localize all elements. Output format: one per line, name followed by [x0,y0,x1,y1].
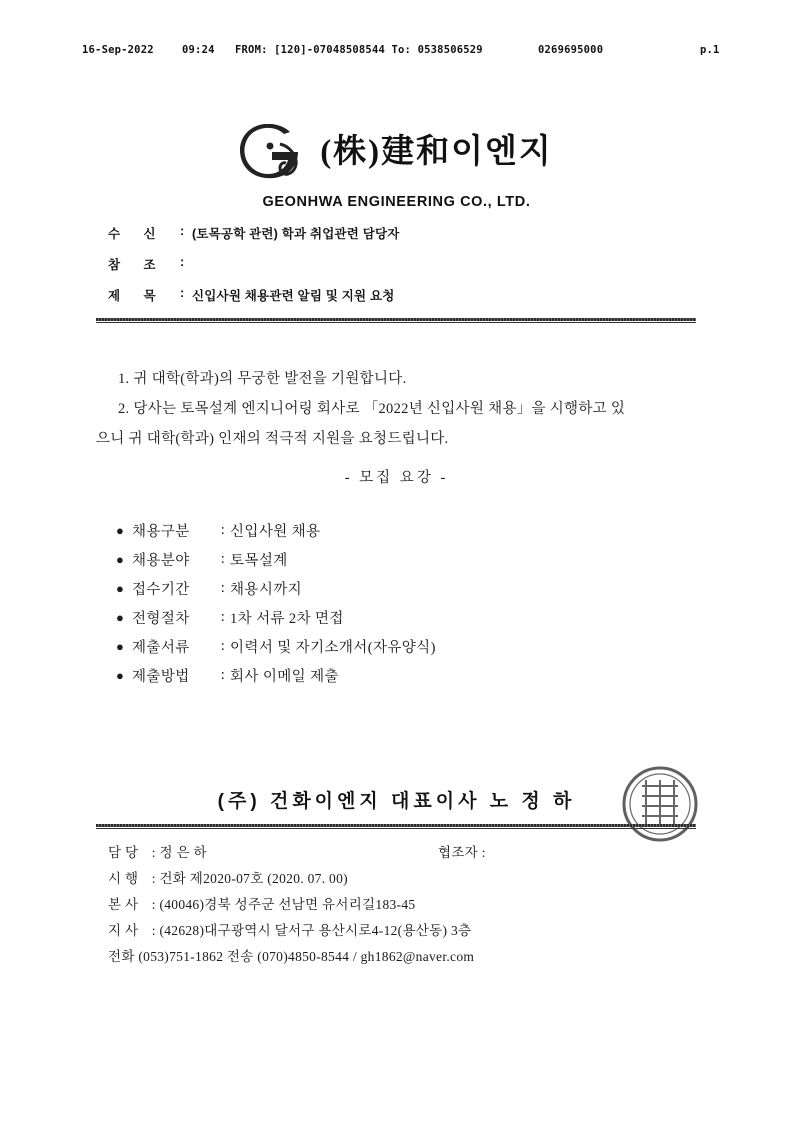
footer-value-person: 정 은 하 [159,845,207,860]
footer-value-branch: (42628)대구광역시 달서구 용산시로4-12(용산동) 3층 [159,923,472,938]
field-label-recipient: 수 신 [108,227,166,241]
field-label-reference: 참 조 [108,258,166,272]
list-item-separator: : [220,667,226,683]
document-fields [108,224,708,317]
footer-sep-headquarters: : [151,897,156,912]
footer-value-headquarters: (40046)경북 성주군 선남면 유서리길183-45 [159,897,416,912]
footer-row-contact: 전화 (053)751-1862 전송 (070)4850-8544 / gh1862@naver.com [108,949,475,964]
field-row-subject [108,286,708,317]
footer-key-person: 담 당 [108,845,139,860]
list-item-key: 제출서류 [132,640,190,656]
list-item [116,603,676,632]
fax-from-to: FROM: [120]-07048508544 To: 0538506529 [235,44,483,56]
list-item [116,545,676,574]
company-logo-block [0,124,793,210]
footer-sep-issue: : [151,871,156,886]
list-item-value: 회사 이메일 제출 [230,669,339,685]
company-name-english: GEONHWA ENGINEERING CO., LTD. [262,194,531,210]
bullet-dot-icon: ● [116,668,125,683]
section-title-recruitment: - 모집 요강 - [344,470,449,486]
geonhwa-logo-icon [240,124,306,180]
footer-sep-branch: : [151,923,156,938]
bullet-dot-icon: ● [116,552,125,567]
list-item [116,632,676,661]
list-item-value: 채용시까지 [230,582,303,598]
list-item [116,516,676,545]
list-item-value: 이력서 및 자기소개서(자유양식) [230,640,436,656]
company-seal-stamp [620,764,700,844]
field-colon-recipient: : [180,224,185,238]
footer-row-branch [108,918,708,944]
list-item [116,574,676,603]
list-item-separator: : [220,609,226,625]
recruitment-detail-list [116,516,676,690]
fax-page-number: p.1 [700,44,720,56]
field-value-subject: 신입사원 채용관련 알림 및 지원 요청 [192,289,395,303]
bullet-dot-icon: ● [116,581,125,596]
field-row-recipient [108,224,708,255]
divider-top [96,318,696,323]
field-label-subject: 제 목 [108,289,166,303]
footer-row-person [108,840,708,866]
footer-contact-block [108,840,708,970]
list-item-value: 1차 서류 2차 면접 [230,611,344,627]
footer-key-headquarters: 본 사 [108,897,139,912]
list-item [116,661,676,690]
bullet-dot-icon: ● [116,610,125,625]
footer-row-headquarters [108,892,708,918]
body-paragraphs [96,364,696,454]
field-colon-subject: : [180,286,185,300]
body-paragraph-2: 2. 당사는 토목설계 엔지니어링 회사로 「2022년 신입사원 채용」을 시행하고 있 [118,401,626,417]
field-colon-reference: : [180,255,185,269]
divider-bottom [96,824,696,829]
footer-key-issue: 시 행 [108,871,139,886]
fax-number: 0269695000 [538,44,604,56]
fax-time: 09:24 [182,44,215,56]
signature-line: (주) 건화이엔지 대표이사 노 정 하 [217,791,576,812]
field-row-reference [108,255,708,286]
list-item-key: 전형절차 [132,611,190,627]
bullet-dot-icon: ● [116,639,125,654]
footer-sep-person: : [151,845,156,860]
field-value-recipient: (토목공학 관련) 학과 취업관련 담당자 [192,227,400,241]
list-item-key: 채용분야 [132,553,190,569]
company-name-korean: (株)建和이엔지 [320,133,553,170]
list-item-separator: : [220,522,226,538]
list-item-separator: : [220,551,226,567]
list-item-key: 채용구분 [132,524,190,540]
list-item-value: 신입사원 채용 [230,524,321,540]
list-item-separator: : [220,638,226,654]
bullet-dot-icon: ● [116,523,125,538]
list-item-value: 토목설계 [230,553,288,569]
fax-date: 16-Sep-2022 [82,44,154,56]
body-paragraph-3: 으니 귀 대학(학과) 인재의 적극적 지원을 요청드립니다. [96,431,449,447]
list-item-key: 제출방법 [132,669,190,685]
footer-value-issue: 건화 제2020-07호 (2020. 07. 00) [159,871,348,886]
footer-key-branch: 지 사 [108,923,139,938]
footer-assistant-label: 협조자 : [438,845,486,860]
list-item-separator: : [220,580,226,596]
body-paragraph-1: 1. 귀 대학(학과)의 무궁한 발전을 기원합니다. [118,371,407,387]
list-item-key: 접수기간 [132,582,190,598]
footer-row-issue [108,866,708,892]
